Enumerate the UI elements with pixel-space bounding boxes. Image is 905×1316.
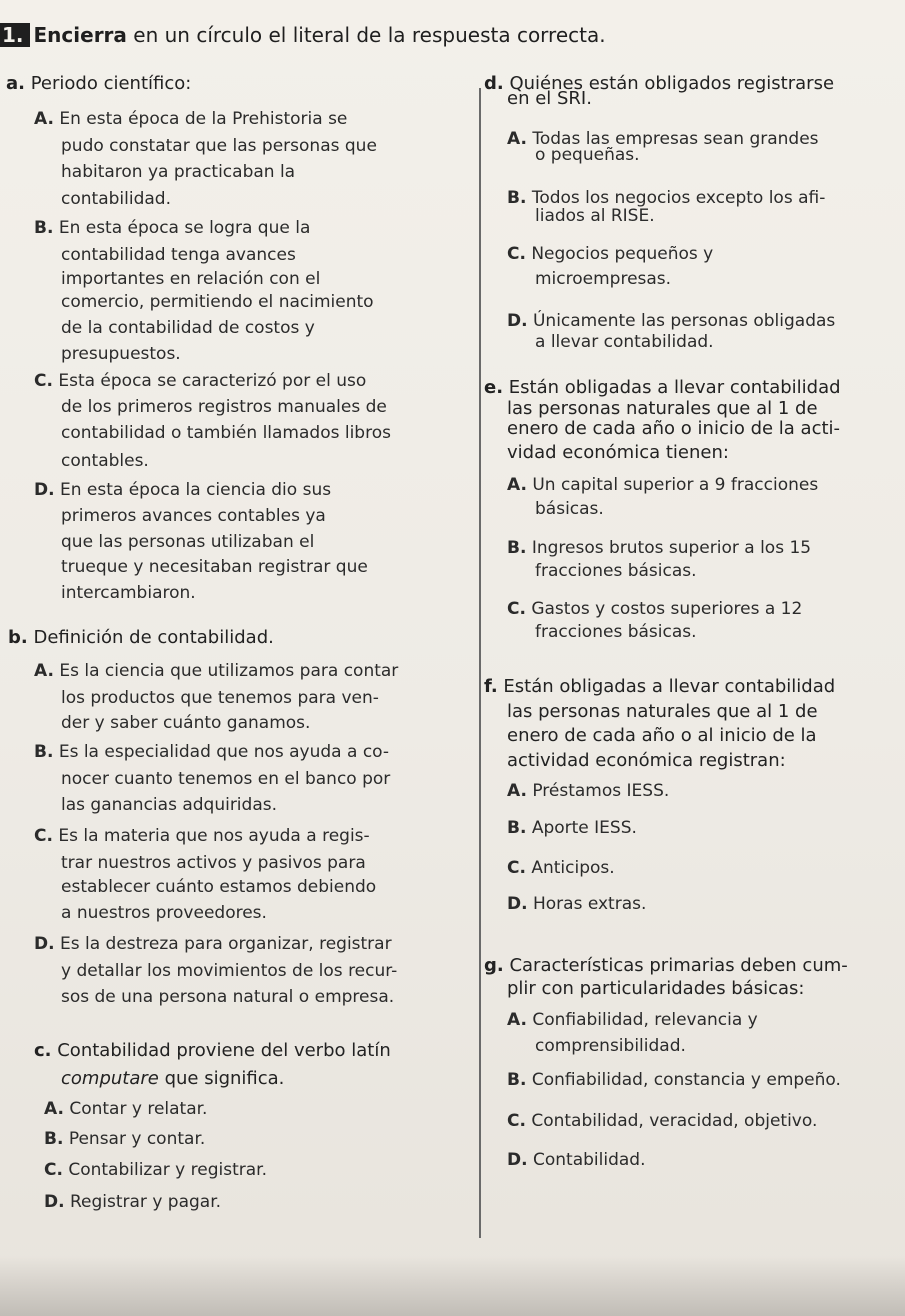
line-text: en el SRI.	[507, 88, 592, 109]
line-text: habitaron ya practicaban la	[61, 162, 296, 182]
line-text: las personas naturales que al 1 de	[507, 701, 818, 722]
option-line-b-A3	[61, 713, 310, 733]
question-line-g-q1	[484, 955, 848, 977]
item-letter: B.	[34, 218, 54, 238]
item-letter: A.	[44, 1099, 64, 1119]
item-letter: A.	[34, 661, 54, 681]
option-line-c-A[interactable]	[44, 1099, 207, 1119]
option-line-a-D5	[61, 583, 196, 603]
line-text: presupuestos.	[61, 344, 181, 364]
item-letter: e.	[484, 377, 504, 398]
line-text: Contar y relatar.	[63, 1099, 208, 1119]
line-text: Es la destreza para organizar, registrar	[54, 934, 392, 954]
line-text: Confiabilidad, constancia y empeño.	[526, 1070, 841, 1090]
latin-word: computare	[61, 1068, 159, 1089]
line-text: nocer cuanto tenemos en el banco por	[61, 769, 391, 789]
option-line-b-D1[interactable]	[34, 934, 392, 954]
line-text: En esta época la ciencia dio sus	[54, 480, 332, 500]
line-text: plir con particularidades básicas:	[507, 978, 805, 999]
option-line-f-D[interactable]	[507, 894, 646, 914]
line-text: Están obligadas a llevar contabilidad	[503, 377, 841, 398]
line-text: contabilidad o también llamados libros	[61, 423, 391, 443]
item-letter: A.	[507, 1010, 527, 1030]
line-text: fracciones básicas.	[535, 622, 697, 642]
line-text: Anticipos.	[525, 858, 615, 878]
line-text: actividad económica registran:	[507, 750, 786, 771]
instruction-verb: Encierra	[33, 23, 127, 47]
item-letter: D.	[44, 1192, 65, 1212]
item-letter: B.	[44, 1129, 64, 1149]
question-line-a-q	[6, 73, 191, 95]
question-line-e-q2	[507, 398, 818, 420]
question-line-e-q3	[507, 418, 840, 440]
item-letter: A.	[507, 129, 527, 149]
page-edge-shadow	[0, 1256, 905, 1316]
question-line-b-q	[8, 627, 274, 649]
line-text: Es la ciencia que utilizamos para contar	[53, 661, 399, 681]
option-line-b-D2	[61, 961, 397, 981]
option-line-b-A1[interactable]	[34, 661, 398, 681]
line-text: Contabilidad proviene del verbo latín	[51, 1040, 391, 1061]
option-line-d-A2	[535, 145, 640, 165]
line-text: Están obligadas a llevar contabilidad	[497, 676, 836, 697]
option-line-g-D[interactable]	[507, 1150, 645, 1170]
line-text: liados al RISE.	[535, 206, 655, 226]
line-text: Gastos y costos superiores a 12	[525, 599, 803, 619]
item-letter: A.	[507, 781, 527, 801]
line-text: sos de una persona natural o empresa.	[61, 987, 395, 1007]
option-line-a-D3	[61, 532, 314, 552]
item-letter: d.	[484, 73, 504, 94]
option-line-g-B[interactable]	[507, 1070, 841, 1090]
option-line-e-A2	[535, 499, 604, 519]
line-text: microempresas.	[535, 269, 672, 289]
item-letter: f.	[484, 676, 498, 697]
item-letter: b.	[8, 627, 28, 648]
option-line-a-B1[interactable]	[34, 218, 310, 238]
option-line-e-C2	[535, 622, 697, 642]
exercise-number: 1.	[0, 23, 30, 47]
option-line-g-A2	[535, 1036, 686, 1056]
option-line-b-B1[interactable]	[34, 742, 389, 762]
option-line-a-A4	[61, 189, 171, 209]
line-text: Registrar y pagar.	[64, 1192, 222, 1212]
line-text: Un capital superior a 9 fracciones	[526, 475, 819, 495]
option-line-e-B1[interactable]	[507, 538, 811, 558]
line-text: trar nuestros activos y pasivos para	[61, 853, 366, 873]
line-text: Pensar y contar.	[63, 1129, 206, 1149]
line-text: Horas extras.	[527, 894, 647, 914]
item-letter: a.	[6, 73, 25, 94]
instruction-text: en un círculo el literal de la respuesta correcta.	[126, 23, 606, 47]
line-text: contabilidad tenga avances	[61, 245, 296, 265]
option-line-c-C[interactable]	[44, 1160, 267, 1180]
item-letter: B.	[507, 188, 527, 208]
option-line-a-D4	[61, 557, 368, 577]
question-line-f-q4	[507, 750, 786, 772]
question-line-f-q3	[507, 725, 817, 747]
item-letter: B.	[507, 1070, 527, 1090]
question-line-f-q2	[507, 701, 818, 723]
line-text: Periodo científico:	[24, 73, 192, 94]
option-line-b-B2	[61, 769, 390, 789]
line-text: enero de cada año o inicio de la acti-	[507, 418, 841, 439]
line-text: o pequeñas.	[535, 145, 640, 165]
line-text: Ingresos brutos superior a los 15	[526, 538, 812, 558]
item-letter: C.	[507, 1111, 526, 1131]
option-line-b-C3	[61, 877, 376, 897]
option-line-b-C1[interactable]	[34, 826, 370, 846]
item-letter: C.	[507, 599, 526, 619]
line-text: Definición de contabilidad.	[27, 627, 274, 648]
line-text: establecer cuánto estamos debiendo	[61, 877, 377, 897]
option-line-e-B2	[535, 561, 697, 581]
option-line-d-B2	[535, 206, 655, 226]
line-text: los productos que tenemos para ven-	[61, 688, 379, 708]
question-line-e-q1	[484, 377, 841, 399]
question-line-c-q	[34, 1040, 391, 1062]
option-line-b-A2	[61, 688, 379, 708]
option-line-e-C1[interactable]	[507, 599, 802, 619]
line-text: Únicamente las personas obligadas	[527, 311, 836, 331]
line-text: fracciones básicas.	[535, 561, 697, 581]
line-text: las personas naturales que al 1 de	[507, 398, 818, 419]
line-text: primeros avances contables ya	[61, 506, 326, 526]
option-line-a-B6	[61, 344, 181, 364]
item-letter: C.	[44, 1160, 63, 1180]
option-line-a-C2	[61, 397, 387, 417]
line-text: de los primeros registros manuales de	[61, 397, 387, 417]
option-line-a-C3	[61, 423, 391, 443]
column-divider	[479, 88, 481, 1238]
line-text: Contabilidad.	[527, 1150, 646, 1170]
option-line-a-B5	[61, 318, 315, 338]
option-line-d-C2	[535, 269, 671, 289]
option-line-a-B3	[61, 269, 320, 289]
question-line-c-q2	[61, 1068, 284, 1090]
option-line-f-C[interactable]	[507, 858, 615, 878]
line-text: Préstamos IESS.	[526, 781, 670, 801]
question-line-e-q4	[507, 442, 729, 464]
option-line-g-C[interactable]	[507, 1111, 817, 1131]
option-line-c-B[interactable]	[44, 1129, 205, 1149]
line-text: contabilidad.	[61, 189, 171, 209]
instruction-line	[0, 23, 606, 47]
line-text: enero de cada año o al inicio de la	[507, 725, 817, 746]
item-letter: A.	[34, 109, 54, 129]
option-line-f-A[interactable]	[507, 781, 669, 801]
line-text: que las personas utilizaban el	[61, 532, 315, 552]
option-line-a-A1[interactable]	[34, 109, 347, 129]
option-line-a-C4	[61, 451, 149, 471]
option-line-a-D2	[61, 506, 326, 526]
option-line-a-C1[interactable]	[34, 371, 366, 391]
option-line-b-C2	[61, 853, 366, 873]
line-text: a llevar contabilidad.	[535, 332, 714, 352]
item-letter: D.	[34, 480, 55, 500]
line-text: intercambiaron.	[61, 583, 196, 603]
line-text: y detallar los movimientos de los recur-	[61, 961, 398, 981]
question-line-g-q2	[507, 978, 805, 1000]
item-letter: A.	[507, 475, 527, 495]
line-text: trueque y necesitaban registrar que	[61, 557, 368, 577]
item-letter: C.	[34, 826, 53, 846]
item-letter: D.	[507, 1150, 528, 1170]
line-text: vidad económica tienen:	[507, 442, 729, 463]
item-letter: C.	[34, 371, 53, 391]
item-letter: g.	[484, 955, 504, 976]
item-letter: D.	[34, 934, 55, 954]
option-line-a-A2	[61, 136, 377, 156]
line-text: Aporte IESS.	[526, 818, 637, 838]
option-line-a-B4	[61, 292, 374, 312]
item-letter: c.	[34, 1040, 52, 1061]
item-letter: D.	[507, 894, 528, 914]
option-line-d-D2	[535, 332, 714, 352]
item-letter: B.	[507, 538, 527, 558]
line-text: Esta época se caracterizó por el uso	[52, 371, 367, 391]
line-text: Todas las empresas sean grandes	[526, 129, 819, 149]
question-line-d-q2	[507, 88, 592, 110]
line-text: de la contabilidad de costos y	[61, 318, 315, 338]
item-letter: C.	[507, 244, 526, 264]
line-text: der y saber cuánto ganamos.	[61, 713, 311, 733]
item-letter: C.	[507, 858, 526, 878]
line-text: contables.	[61, 451, 149, 471]
option-line-b-C4	[61, 903, 267, 923]
line-text: En esta época se logra que la	[53, 218, 311, 238]
option-line-a-A3	[61, 162, 295, 182]
line-text: las ganancias adquiridas.	[61, 795, 278, 815]
line-text: básicas.	[535, 499, 604, 519]
line-text: Contabilizar y registrar.	[62, 1160, 267, 1180]
option-line-a-B2	[61, 245, 296, 265]
line-text: Es la especialidad que nos ayuda a co-	[53, 742, 390, 762]
line-text: Confiabilidad, relevancia y	[526, 1010, 758, 1030]
option-line-d-C1[interactable]	[507, 244, 713, 264]
line-text: importantes en relación con el	[61, 269, 321, 289]
item-letter: D.	[507, 311, 528, 331]
line-text: Quiénes están obligados registrarse	[503, 73, 835, 94]
question-line-f-q1	[484, 676, 835, 698]
line-text: comercio, permitiendo el nacimiento	[61, 292, 374, 312]
line-text: a nuestros proveedores.	[61, 903, 267, 923]
line-text: que significa.	[158, 1068, 285, 1089]
option-line-g-A1[interactable]	[507, 1010, 758, 1030]
line-text: pudo constatar que las personas que	[61, 136, 377, 156]
line-text: Características primarias deben cum-	[503, 955, 848, 976]
line-text: En esta época de la Prehistoria se	[53, 109, 348, 129]
line-text: Todos los negocios excepto los afi-	[526, 188, 826, 208]
line-text: Contabilidad, veracidad, objetivo.	[525, 1111, 818, 1131]
option-line-e-A1[interactable]	[507, 475, 818, 495]
line-text: Es la materia que nos ayuda a regis-	[52, 826, 370, 846]
option-line-c-D[interactable]	[44, 1192, 221, 1212]
line-text: Negocios pequeños y	[525, 244, 714, 264]
option-line-b-D3	[61, 987, 394, 1007]
item-letter: B.	[34, 742, 54, 762]
option-line-f-B[interactable]	[507, 818, 637, 838]
item-letter: B.	[507, 818, 527, 838]
option-line-d-D1[interactable]	[507, 311, 835, 331]
line-text: comprensibilidad.	[535, 1036, 686, 1056]
option-line-b-B3	[61, 795, 277, 815]
option-line-a-D1[interactable]	[34, 480, 331, 500]
